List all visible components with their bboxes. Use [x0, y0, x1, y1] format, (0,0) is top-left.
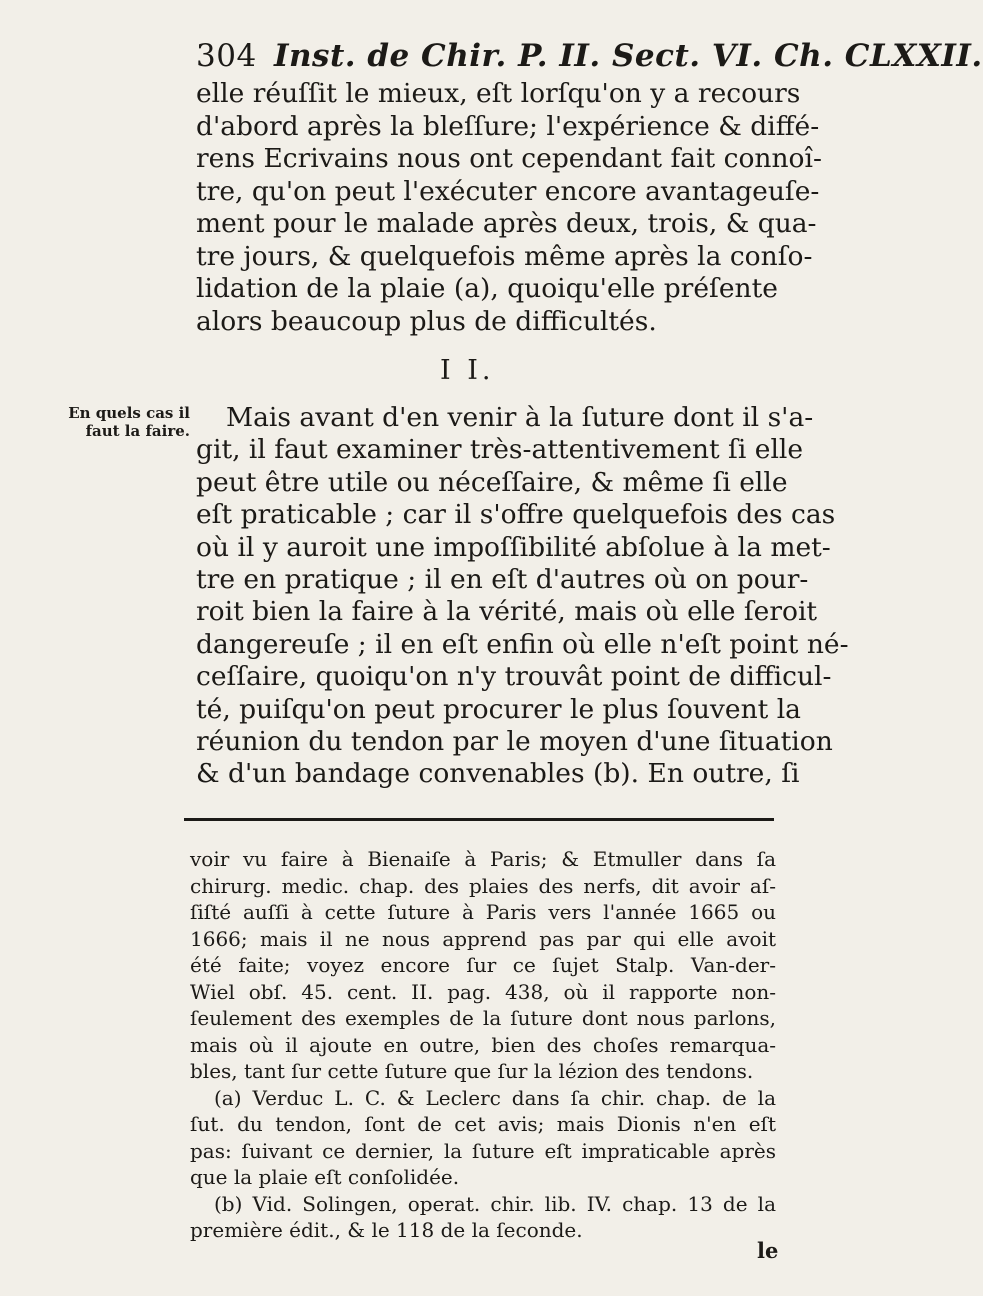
footnote-line: chirurg. medic. chap. des plaies des nerfs, dit avoir aſ-	[190, 873, 776, 898]
text-line: & d'un bandage convenables (b). En outre, ſi	[196, 758, 800, 790]
paragraph-1	[196, 78, 822, 338]
text-line: tre, qu'on peut l'exécuter encore avantageuſe-	[196, 175, 820, 207]
margin-note: En quels cas il faut la faire.	[68, 404, 190, 440]
text-line: peut être utile ou néceſſaire, & même ſi elle	[196, 466, 788, 498]
text-line: tre en pratique ; il en eſt d'autres où on pour-	[196, 564, 809, 596]
footnote-rule	[184, 818, 774, 821]
text-line: d'abord après la bleſſure; l'expérience & diffé-	[196, 110, 820, 142]
paragraph-2	[196, 402, 849, 791]
footnote-b-line: (b) Vid. Solingen, operat. chir. lib. IV. chap. 13 de la	[214, 1191, 776, 1216]
footnote-line: voir vu faire à Bienaiſe à Paris; & Etmuller dans ſa	[190, 847, 776, 871]
text-line: roit bien la faire à la vérité, mais où elle ſeroit	[196, 596, 818, 628]
text-line: dangereuſe ; il en eſt enfin où elle n'eſt point né-	[196, 628, 849, 660]
footnotes	[190, 846, 776, 1244]
running-header	[196, 38, 983, 74]
catchword: le	[757, 1238, 779, 1263]
footnote-line: ſiſté auſſi à cette ſuture à Paris vers l'année 1665 ou	[190, 900, 776, 924]
text-line: Mais avant d'en venir à la ſuture dont il s'a-	[226, 402, 814, 433]
text-line: té, puiſqu'on peut procurer le plus ſouvent la	[196, 693, 801, 725]
text-line: git, il faut examiner très-attentivement ſi elle	[196, 434, 804, 466]
section-number: I I.	[440, 355, 495, 386]
text-line: elle réuſſit le mieux, eſt lorſqu'on y a recours	[196, 78, 801, 109]
text-line: réunion du tendon par le moyen d'une ſituation	[196, 726, 833, 758]
text-line: où il y auroit une impoſſibilité abſolue à la met-	[196, 531, 831, 563]
footnote-a-line: ſut. du tendon, ſont de cet avis; mais Dionis n'en eſt	[190, 1112, 776, 1136]
footnote-a-line: que la plaie eſt conſolidée.	[190, 1165, 460, 1189]
text-line: ceſſaire, quoiqu'on n'y trouvât point de difficul-	[196, 661, 832, 693]
footnote-b-line: première édit., & le 118 de la ſeconde.	[190, 1218, 583, 1242]
footnote-line: ſeulement des exemples de la ſuture dont nous parlons,	[190, 1006, 776, 1030]
page-number: 304	[196, 38, 257, 74]
text-line: rens Ecrivains nous ont cependant fait connoî-	[196, 143, 822, 174]
text-line: eſt praticable ; car il s'offre quelquefois des cas	[196, 499, 836, 531]
footnote-line: 1666; mais il ne nous apprend pas par qui elle avoit	[190, 926, 776, 951]
footnote-line: Wiel obſ. 45. cent. II. pag. 438, où il rapporte non-	[190, 979, 776, 1004]
footnote-a-line: (a) Verduc L. C. & Leclerc dans ſa chir. chap. de la	[214, 1085, 776, 1110]
footnote-line: bles, tant ſur cette ſuture que ſur la lézion des tendons.	[190, 1059, 754, 1083]
text-line: alors beaucoup plus de difficultés.	[196, 305, 657, 337]
running-title: Inst. de Chir. P. II. Sect. VI. Ch. CLXXII.	[273, 38, 983, 74]
footnote-line: mais où il ajoute en outre, bien des choſes remarqua-	[190, 1032, 776, 1057]
text-line: ment pour le malade après deux, trois, & qua-	[196, 208, 817, 239]
text-line: tre jours, & quelquefois même après la conſo-	[196, 240, 813, 272]
footnote-line: été faite; voyez encore ſur ce ſujet Stalp. Van-der-	[190, 953, 776, 977]
text-line: lidation de la plaie (a), quoiqu'elle préſente	[196, 273, 778, 304]
footnote-a-line: pas: ſuivant ce dernier, la ſuture eſt impraticable après	[190, 1138, 776, 1163]
